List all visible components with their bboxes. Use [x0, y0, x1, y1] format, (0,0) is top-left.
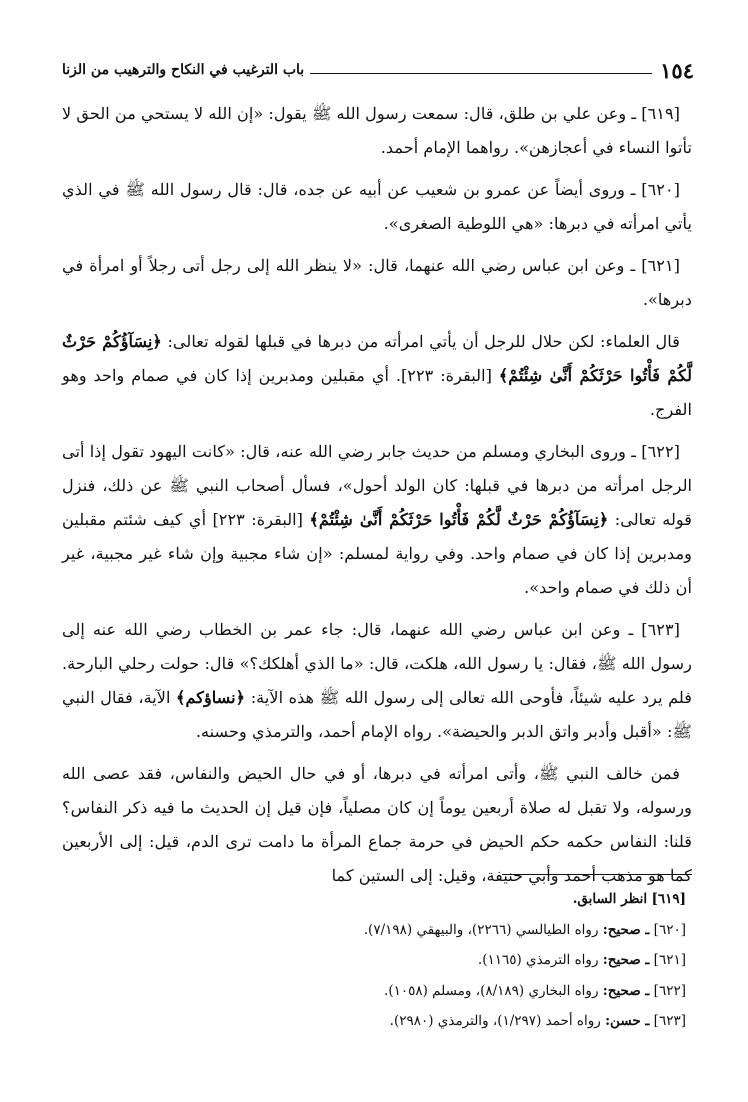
footnote-grade: انظر السابق. — [572, 891, 648, 907]
paragraph-623 — [62, 613, 692, 749]
paragraph-text: ـ وعن ابن عباس رضي الله عنهما، قال: «لا ينظر الله إلى رجل أتى رجلاً أو امرأة في دبرها». — [62, 256, 692, 309]
footnote-622 — [62, 976, 686, 1007]
paragraph-scholars — [62, 325, 692, 427]
running-title: باب الترغيب في النكاح والترهيب من الزنا — [62, 62, 305, 78]
paragraph-622 — [62, 435, 692, 605]
paragraph-619 — [62, 97, 692, 165]
paragraph-text: [البقرة: ٢٢٣] أي كيف شئتم مقبلين ومدبرين إذا كان في صمام واحد. وفي رواية لمسلم: «إن شاء مجبية وإن شاء غير مجبية، غير أن ذلك في صمام واحد». — [62, 510, 692, 597]
footnote-621 — [62, 945, 686, 976]
paragraph-text: ـ وعن علي بن طلق، قال: سمعت رسول الله ﷺ يقول: «إن الله لا يستحي من الحق لا تأتوا النساء في أعجازهن». رواهما الإمام أحمد. — [62, 104, 692, 157]
header-rule — [310, 73, 652, 74]
footnote-grade: ـ صحيح: — [602, 921, 650, 938]
quran-verse: ﴿نِسَآؤُكُمْ حَرْثٌ لَّكُمْ فَأْتُوا حَرْثَكُمْ أَنَّىٰ شِئْتُمْ﴾ — [309, 510, 609, 529]
page-number: ١٥٤ — [660, 57, 694, 83]
hadith-number: [٦٢٣] — [641, 620, 680, 639]
quran-verse: ﴿نِسَآؤُكُمْ حَرْثٌ لَّكُمْ فَأْتُوا حَرْثَكُمْ أَنَّىٰ شِئْتُمْ﴾ — [62, 332, 693, 385]
footnote-grade: ـ حسن: — [605, 1013, 650, 1029]
paragraph-ruling — [62, 757, 692, 893]
footnote-separator — [502, 874, 692, 875]
paragraph-text: ـ وعن ابن عباس رضي الله عنهما، قال: جاء عمر بن الخطاب رضي الله عنه إلى رسول الله ﷺ، فقال: يا رسول الله، هلكت، قال: «ما الذي أهلكك؟» قال: حولت رحلي البارحة. فلم يرد عليه شيئاً، فأوحى الله تعالى إلى رسول الله ﷺ هذه الآية: — [62, 620, 692, 707]
footnote-number: [٦١٩] — [651, 891, 686, 907]
footnote-number: [٦٢١] — [653, 952, 686, 968]
footnote-620 — [62, 915, 686, 946]
paragraph-text: فمن خالف النبي ﷺ، وأتى امرأته في دبرها، أو في حال الحيض والنفاس، فقد عصى الله ورسوله، ولا تقبل له صلاة أربعين يوماً إن كان مصلياً، فإن قيل إن الحديث ما فيه ذكر النفاس؟ قلنا: النفاس حكمه حكم الحيض في حرمة جماع المرأة ما دامت ترى الدم، قيل: إلى الأربعين كما هو مذهب أحمد وأبي حنيفة، وقيل: إلى الستين كما — [62, 764, 692, 885]
footnote-grade: ـ صحيح: — [602, 982, 650, 999]
main-text — [62, 97, 692, 901]
page-header — [62, 56, 694, 84]
footnote-text: رواه الطيالسي (٢٢٦٦)، والبيهقي (٧/١٩٨). — [363, 921, 603, 938]
paragraph-text: ـ وروى أيضاً عن عمرو بن شعيب عن أبيه عن جده، قال: قال رسول الله ﷺ في الذي يأتي امرأته في دبرها: «هي اللوطية الصغرى». — [62, 180, 692, 233]
footnote-623 — [62, 1006, 686, 1037]
footnote-text: رواه البخاري (٨/١٨٩)، ومسلم (١٠٥٨). — [384, 982, 603, 999]
quran-verse: ﴿نساؤكم﴾ — [176, 688, 246, 707]
hadith-number: [٦٢٢] — [641, 442, 680, 461]
hadith-number: [٦١٩] — [641, 104, 680, 123]
footnote-number: [٦٢٠] — [653, 921, 686, 938]
paragraph-text: ـ وروى البخاري ومسلم من حديث جابر رضي الله عنه، قال: «كانت اليهود تقول إذا أتى الرجل امرأته من دبرها في قبلها: كان الولد أحول»، فسأل أصحاب النبي ﷺ عن ذلك، فنزل قوله تعالى: — [62, 442, 692, 529]
footnote-grade: ـ صحيح: — [602, 952, 650, 968]
footnote-number: [٦٢٢] — [653, 982, 686, 999]
paragraph-text: الآية، فقال النبي ﷺ: «أقبل وأدبر واتق الدبر والحيضة». رواه الإمام أحمد، والترمذي وحسنه. — [62, 688, 692, 741]
paragraph-621 — [62, 249, 692, 317]
footnote-number: [٦٢٣] — [653, 1013, 686, 1029]
footnotes — [62, 884, 686, 1037]
paragraph-620 — [62, 173, 692, 241]
footnote-text: رواه أحمد (١/٢٩٧)، والترمذي (٢٩٨٠). — [389, 1013, 606, 1029]
paragraph-text: قال العلماء: لكن حلال للرجل أن يأتي امرأته من دبرها في قبلها لقوله تعالى: — [161, 332, 680, 351]
footnote-619 — [62, 884, 686, 915]
paragraph-text: [البقرة: ٢٢٣]. أي مقبلين ومدبرين إذا كان في صمام واحد وهو الفرج. — [62, 366, 692, 419]
footnote-text: رواه الترمذي (١١٦٥). — [477, 952, 603, 968]
hadith-number: [٦٢١] — [641, 256, 680, 275]
hadith-number: [٦٢٠] — [641, 180, 680, 199]
